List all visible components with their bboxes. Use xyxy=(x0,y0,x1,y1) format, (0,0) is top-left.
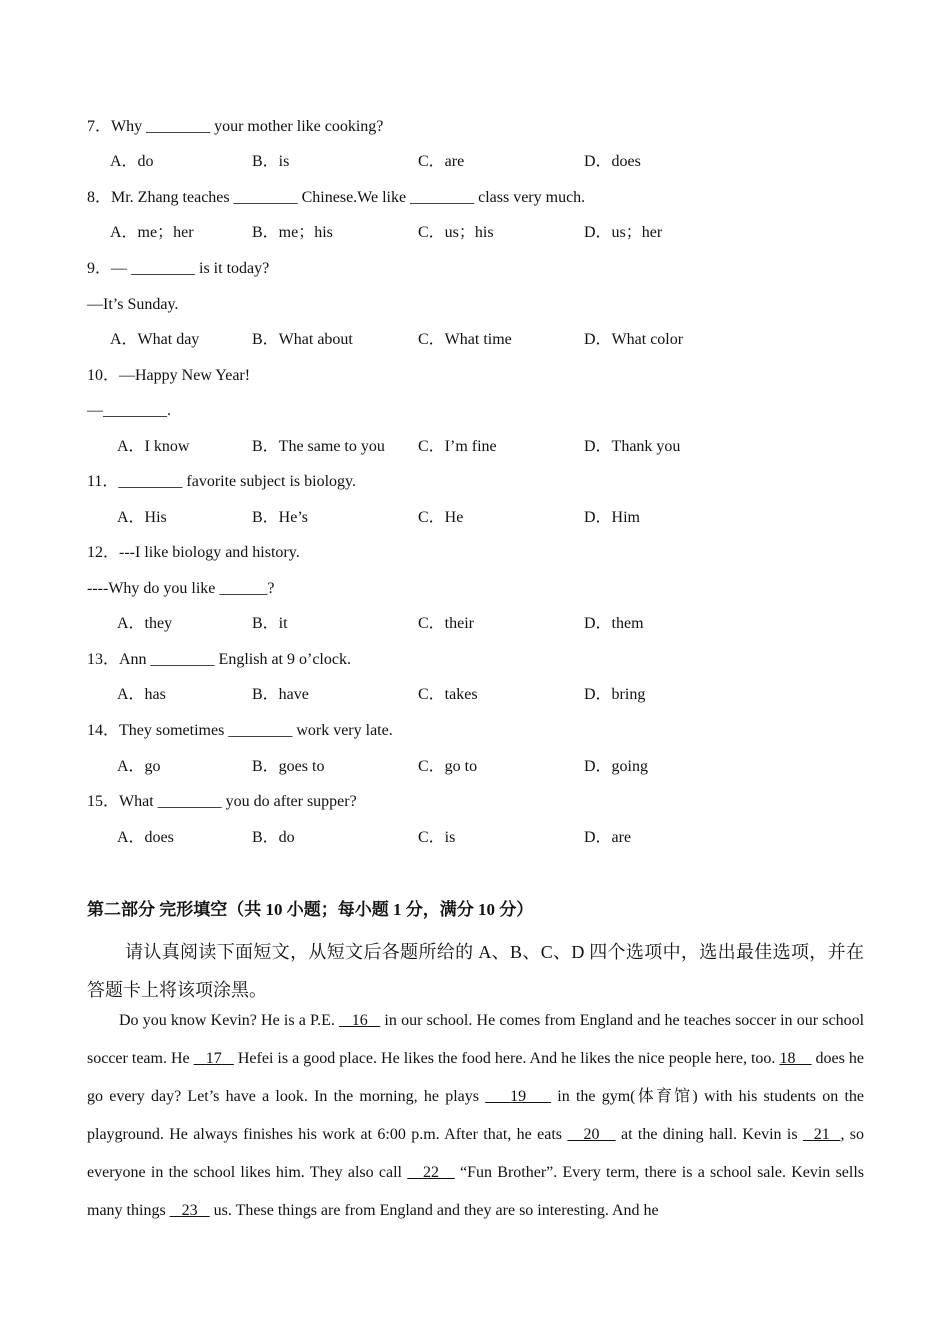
question-15-stem: 15．What ________ you do after supper? xyxy=(87,793,357,810)
option-c: C．is xyxy=(418,829,456,846)
passage-text: Do you know Kevin? He is a P.E. xyxy=(119,1012,340,1029)
blank-18: 18 xyxy=(779,1050,796,1067)
passage-text: “Fun Brother”. Every term, there is a school sale. Kevin sells many things xyxy=(87,1164,865,1219)
option-b: B．The same to you xyxy=(252,438,385,455)
option-b: B．What about xyxy=(252,331,353,348)
question-13-stem: 13．Ann ________ English at 9 o’clock. xyxy=(87,651,351,668)
option-c: C．us；his xyxy=(418,224,494,241)
option-a: A．do xyxy=(110,153,154,170)
option-a: A．His xyxy=(117,509,167,526)
option-c: C．are xyxy=(418,153,465,170)
question-7-stem: 7．Why ________ your mother like cooking? xyxy=(87,118,384,135)
option-b: B．it xyxy=(252,615,288,632)
question-7-options xyxy=(0,152,950,172)
blank-23: 23 xyxy=(181,1202,198,1219)
section-title: 第二部分 完形填空（共 10 小题；每小题 1 分，满分 10 分） xyxy=(87,900,534,919)
passage-text: does he go every day? Let’s have a look. In the morning, he plays xyxy=(87,1050,865,1105)
option-c: C．their xyxy=(418,615,474,632)
option-b: B．goes to xyxy=(252,758,325,775)
blank-22: 22 xyxy=(423,1164,440,1181)
question-12-reply: ----Why do you like ______? xyxy=(87,580,275,597)
question-12-stem: 12．---I like biology and history. xyxy=(87,544,300,561)
passage-text: Hefei is a good place. He likes the food here. And he likes the nice people here, too. xyxy=(233,1050,780,1067)
option-a: A．does xyxy=(117,829,174,846)
option-b: B．He’s xyxy=(252,509,309,526)
option-d: D．bring xyxy=(584,686,646,703)
question-9-stem: 9．— ________ is it today? xyxy=(87,260,270,277)
option-b: B．is xyxy=(252,153,290,170)
option-d: D．us；her xyxy=(584,224,663,241)
option-d: D．are xyxy=(584,829,632,846)
passage-text: at the dining hall. Kevin is xyxy=(615,1126,803,1143)
option-d: D．does xyxy=(584,153,641,170)
option-b: B．do xyxy=(252,829,295,846)
question-14-stem: 14．They sometimes ________ work very late. xyxy=(87,722,393,739)
blank-16: 16 xyxy=(351,1012,368,1029)
question-14-options xyxy=(0,757,950,777)
option-c: C．He xyxy=(418,509,464,526)
blank-19: 19 xyxy=(510,1088,527,1105)
passage-text: , so everyone in the school likes him. They also call xyxy=(87,1126,865,1181)
section-instruction: 请认真阅读下面短文，从短文后各题所给的 A、B、C、D 四个选项中，选出最佳选项，并在答题卡上将该项涂黑。 xyxy=(87,942,864,1000)
blank-21: 21 xyxy=(813,1126,830,1143)
cloze-passage xyxy=(87,1002,864,1230)
option-a: A．me；her xyxy=(110,224,194,241)
option-d: D．Thank you xyxy=(584,438,681,455)
option-c: C．takes xyxy=(418,686,478,703)
question-8-stem: 8．Mr. Zhang teaches ________ Chinese.We like ________ class very much. xyxy=(87,189,586,206)
question-11-options xyxy=(0,508,950,528)
option-a: A．What day xyxy=(110,331,200,348)
blank-17: 17 xyxy=(205,1050,222,1067)
question-15-options xyxy=(0,828,950,848)
option-b: B．me；his xyxy=(252,224,333,241)
option-a: A．has xyxy=(117,686,166,703)
question-10-stem: 10．—Happy New Year! xyxy=(87,367,251,384)
option-d: D．What color xyxy=(584,331,684,348)
question-8-options xyxy=(0,223,950,243)
question-9-reply: —It’s Sunday. xyxy=(87,296,179,313)
question-12-options xyxy=(0,614,950,634)
question-10-reply: —________. xyxy=(87,402,171,419)
question-13-options xyxy=(0,685,950,705)
option-a: A．they xyxy=(117,615,173,632)
option-d: D．them xyxy=(584,615,644,632)
option-b: B．have xyxy=(252,686,309,703)
passage-text: in the gym(体育馆) with his students on the playground. He always finishes his work at 6:00 p.m. After that, he eats xyxy=(87,1088,864,1143)
question-9-options xyxy=(0,330,950,350)
option-c: C．What time xyxy=(418,331,512,348)
option-a: A．go xyxy=(117,758,161,775)
option-c: C．I’m fine xyxy=(418,438,497,455)
question-10-options xyxy=(0,437,950,457)
passage-text: us. These things are from England and they are so interesting. And he xyxy=(209,1202,659,1219)
option-c: C．go to xyxy=(418,758,478,775)
option-d: D．Him xyxy=(584,509,641,526)
blank-20: 20 xyxy=(583,1126,600,1143)
option-d: D．going xyxy=(584,758,649,775)
option-a: A．I know xyxy=(117,438,190,455)
passage-text: in our school. He comes from England and he teaches soccer in our school soccer team. He xyxy=(87,1012,865,1067)
question-11-stem: 11．________ favorite subject is biology. xyxy=(87,473,357,490)
